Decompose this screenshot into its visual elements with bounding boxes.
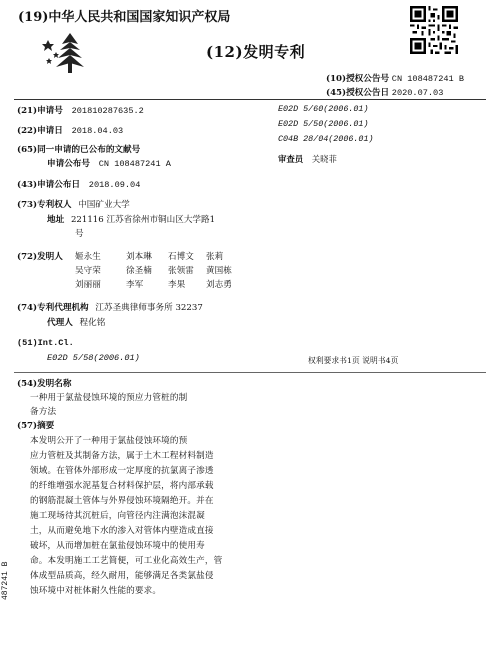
office-title: (19)中华人民共和国国家知识产权局 bbox=[18, 10, 231, 25]
inventor-name: 刘丽丽 bbox=[75, 280, 101, 290]
side-publication-number: 487241 B bbox=[1, 561, 10, 600]
abstract-line: 命。本发明施工工艺简便，可工业化高效生产，管 bbox=[30, 556, 223, 566]
address-label: 地址 bbox=[47, 215, 65, 225]
invention-title-line: 一种用于氯盐侵蚀环境的预应力管桩的制 bbox=[30, 393, 188, 403]
application-publication-number bbox=[47, 157, 171, 169]
inventors-label-text: (72)发明人 bbox=[17, 252, 63, 262]
section-divider bbox=[14, 372, 486, 373]
inventor-name: 徐圣楠 bbox=[126, 266, 152, 276]
inventor-name: 张领雷 bbox=[168, 266, 194, 276]
patent-agent-value: 程化铭 bbox=[79, 318, 106, 328]
publication-number bbox=[326, 72, 464, 84]
inventor-name: 石博文 bbox=[168, 252, 194, 262]
application-date bbox=[17, 124, 123, 136]
application-date-label: (22)申请日 bbox=[17, 126, 63, 136]
inventors-label bbox=[17, 250, 63, 262]
patentee-value: 中国矿业大学 bbox=[78, 200, 130, 210]
int-cl-value: E02D 5/58(2006.01) bbox=[47, 353, 140, 363]
examiner bbox=[278, 153, 337, 165]
publication-date bbox=[326, 86, 443, 98]
abstract-line: 土，从而避免地下水的渗入对管体内壁造成直接 bbox=[30, 526, 214, 536]
abstract-line: 的钢筋混凝土管体与外界侵蚀环境隔绝开。并在 bbox=[30, 496, 214, 506]
application-publication-date-label: (43)申请公布日 bbox=[17, 180, 81, 190]
publication-number-label: (10)授权公告号 bbox=[326, 74, 390, 84]
abstract-line: 本发明公开了一种用于氯盐侵蚀环境的预 bbox=[30, 436, 188, 446]
abstract-line: 蚀环境中对桩体耐久性能的要求。 bbox=[30, 586, 162, 596]
address bbox=[47, 213, 215, 225]
examiner-label: 审查员 bbox=[278, 154, 304, 164]
abstract-line: 破坏，从而增加桩在氯盐侵蚀环境中的使用寿 bbox=[30, 541, 205, 551]
application-number-label: (21)申请号 bbox=[17, 106, 63, 116]
application-date-value: 2018.04.03 bbox=[71, 126, 124, 136]
prior-publication-label bbox=[17, 143, 140, 155]
application-number-value: 201810287635.2 bbox=[71, 106, 144, 116]
abstract-line: 的纤维增强水泥基复合材料保护层，将内部承载 bbox=[30, 481, 214, 491]
application-publication-number-value: CN 108487241 A bbox=[98, 159, 171, 169]
int-cl-label bbox=[17, 338, 74, 348]
int-cl-label-text: (51)Int.Cl. bbox=[17, 338, 74, 348]
patentee bbox=[17, 198, 130, 210]
classification-entry: E02D 5/60(2006.01) bbox=[278, 104, 369, 114]
inventor-name: 张莉 bbox=[206, 252, 224, 262]
inventor-name: 姬永生 bbox=[75, 252, 101, 262]
inventor-name: 刘志勇 bbox=[206, 280, 232, 290]
invention-title-label-text: (54)发明名称 bbox=[17, 379, 72, 389]
patent-agent-label: 代理人 bbox=[47, 318, 73, 328]
address-value: 221116 江苏省徐州市铜山区大学路1 bbox=[70, 215, 216, 225]
inventor-name: 黄国栋 bbox=[206, 266, 232, 276]
application-publication-date bbox=[17, 178, 140, 190]
classification-entry: E02D 5/50(2006.01) bbox=[278, 119, 369, 129]
patent-agency-value: 江苏圣典律师事务所 32237 bbox=[95, 303, 203, 313]
classification-entry: C04B 28/04(2006.01) bbox=[278, 134, 374, 144]
abstract-label-text: (57)摘要 bbox=[17, 421, 55, 431]
claims-page-info: 权利要求书1页 说明书4页 bbox=[308, 356, 399, 365]
publication-date-label: (45)授权公告日 bbox=[326, 88, 390, 98]
invention-title-label bbox=[17, 377, 71, 389]
office-emblem-icon bbox=[40, 30, 100, 76]
abstract-line: 领域。在管体外部形成一定厚度的抗氯离子渗透 bbox=[30, 466, 214, 476]
application-publication-number-label: 申请公布号 bbox=[47, 159, 90, 169]
patentee-label: (73)专利权人 bbox=[17, 200, 72, 210]
invention-title-line: 备方法 bbox=[30, 407, 57, 417]
patent-agency bbox=[17, 301, 203, 313]
qr-code-icon bbox=[410, 6, 458, 54]
abstract-label bbox=[17, 419, 54, 431]
inventor-name: 李果 bbox=[168, 280, 186, 290]
patent-agency-label: (74)专利代理机构 bbox=[17, 303, 89, 313]
abstract-line: 施工现场待其沉桩后，向管径内注满泡沫混凝 bbox=[30, 511, 205, 521]
publication-date-value: 2020.07.03 bbox=[391, 88, 444, 98]
address-continuation: 号 bbox=[75, 229, 84, 239]
inventor-name: 李军 bbox=[126, 280, 144, 290]
application-publication-date-value: 2018.09.04 bbox=[88, 180, 141, 190]
application-number bbox=[17, 104, 144, 116]
prior-publication-label-text: (65)同一申请的已公布的文献号 bbox=[17, 145, 141, 155]
inventor-name: 刘本琳 bbox=[126, 252, 152, 262]
examiner-value: 关晓菲 bbox=[311, 154, 337, 164]
abstract-line: 应力管桩及其制备方法，属于土木工程材料制造 bbox=[30, 451, 214, 461]
inventor-name: 吴守荣 bbox=[75, 266, 101, 276]
publication-number-value: CN 108487241 B bbox=[391, 74, 464, 84]
patent-agent bbox=[47, 316, 105, 328]
header-divider bbox=[14, 99, 486, 100]
document-type: (12)发明专利 bbox=[206, 43, 306, 61]
abstract-line: 体成型品质高，经久耐用，能够满足各类氯盐侵 bbox=[30, 571, 214, 581]
